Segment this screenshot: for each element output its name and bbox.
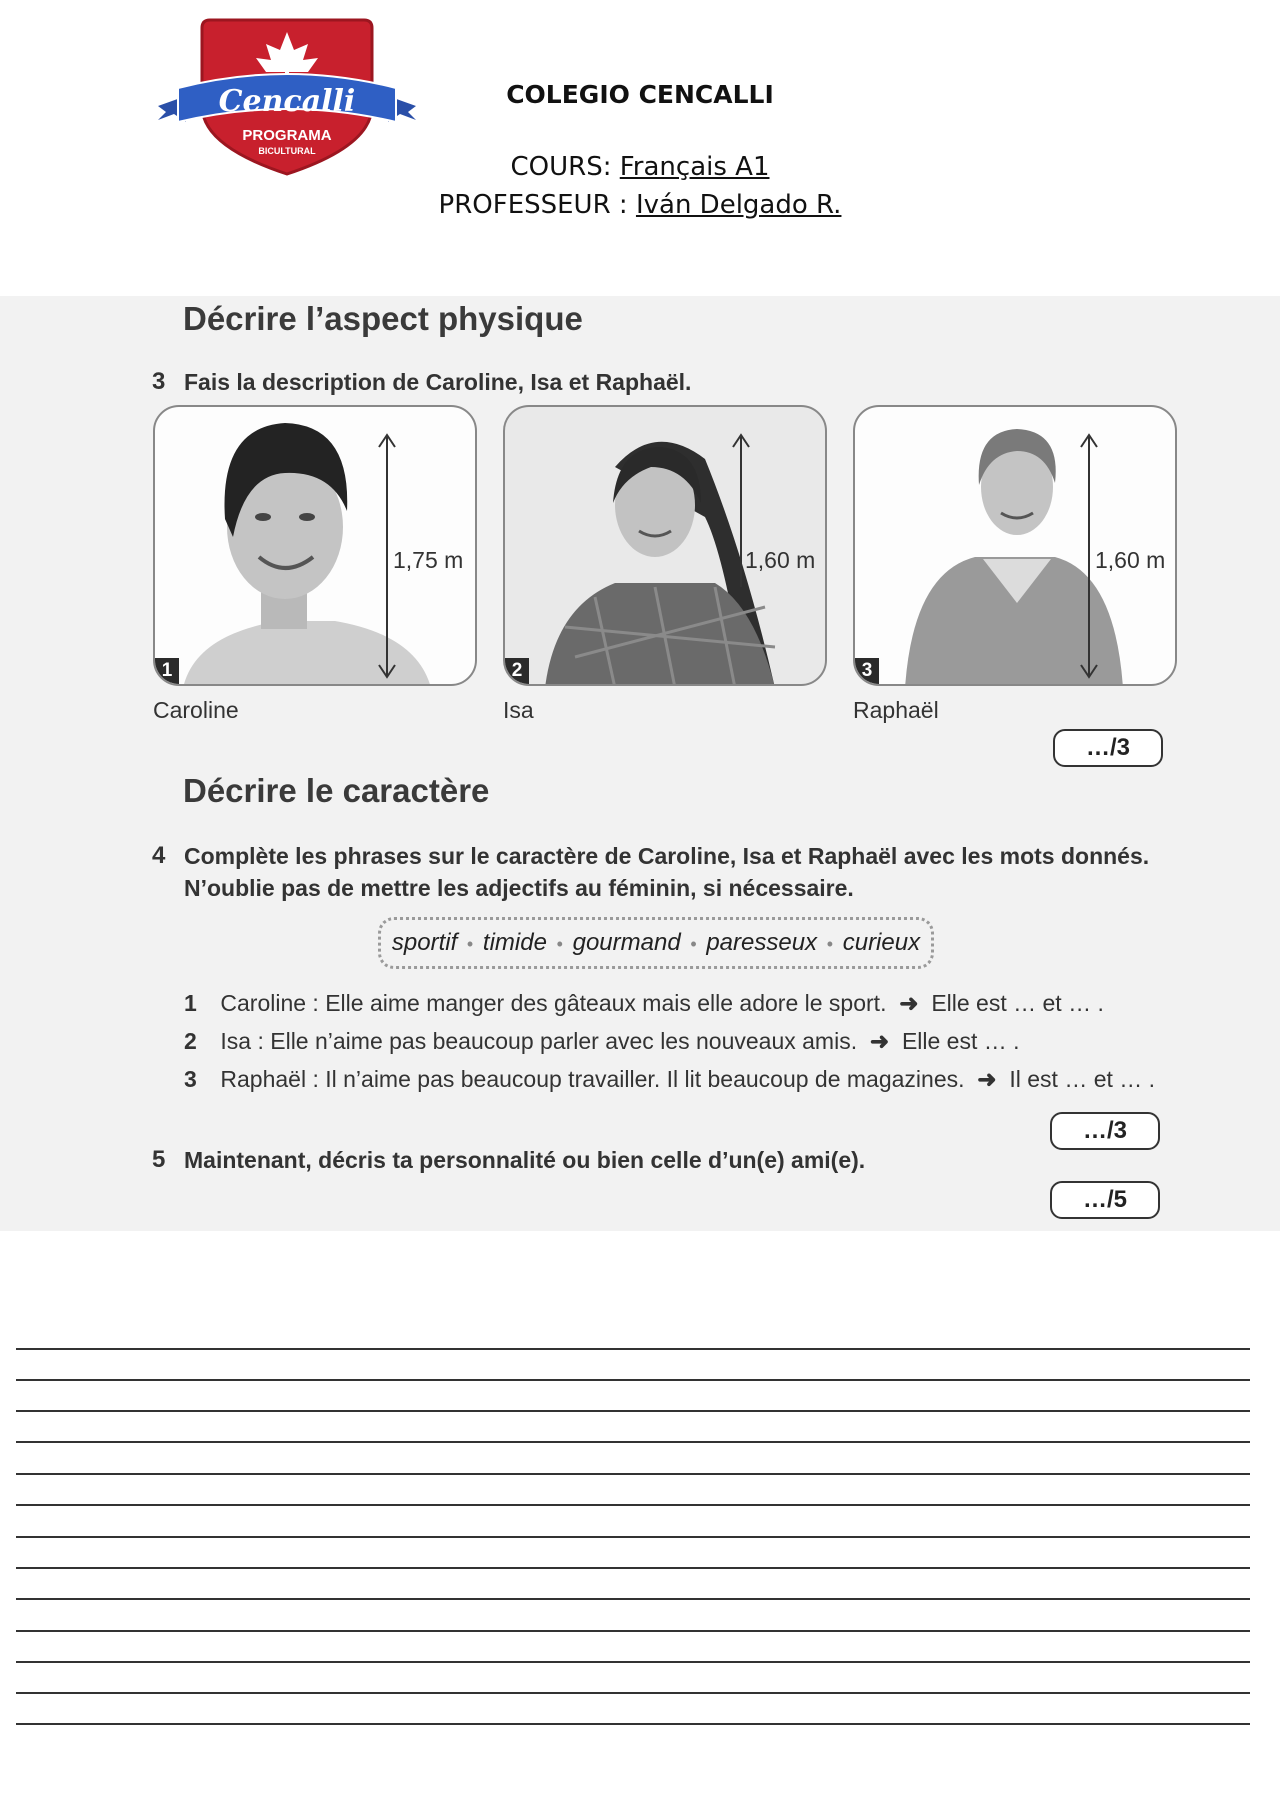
arrow-icon: ➜: [977, 1066, 997, 1092]
photo-card-isa: [503, 405, 827, 686]
exercise-item: [184, 1066, 1155, 1093]
teacher-line: [400, 190, 880, 220]
writing-line[interactable]: [16, 1630, 1250, 1632]
writing-line[interactable]: [16, 1536, 1250, 1538]
svg-text:PROGRAMA: PROGRAMA: [242, 127, 332, 144]
teacher-label: PROFESSEUR :: [438, 190, 628, 220]
score-box: …/5: [1050, 1181, 1160, 1219]
word: timide: [482, 929, 547, 956]
exercise-number: 5: [152, 1146, 166, 1173]
word-separator: •: [466, 934, 474, 954]
item-answer: Elle est … et … .: [931, 990, 1104, 1016]
item-text: Isa : Elle n’aime pas beaucoup parler avec les nouveaux amis.: [220, 1028, 858, 1054]
exercise-number: 4: [152, 842, 166, 869]
height-label: 1,60 m: [1095, 547, 1166, 573]
writing-line[interactable]: [16, 1661, 1250, 1663]
writing-line[interactable]: [16, 1348, 1250, 1350]
writing-line[interactable]: [16, 1692, 1250, 1694]
person-name: Caroline: [153, 697, 239, 723]
writing-line[interactable]: [16, 1473, 1250, 1475]
photo-card-caroline: [153, 405, 477, 686]
word: paresseux: [706, 929, 818, 956]
exercise-instruction: Maintenant, décris ta personnalité ou bien celle d’un(e) ami(e).: [184, 1147, 866, 1173]
item-answer: Elle est … .: [901, 1028, 1020, 1054]
height-label: 1,75 m: [393, 547, 464, 573]
writing-line[interactable]: [16, 1504, 1250, 1506]
arrow-icon: ➜: [869, 1028, 890, 1054]
photo-number-badge: 3: [855, 658, 879, 684]
person-name: Isa: [503, 697, 534, 723]
score-box: …/3: [1053, 729, 1163, 767]
word-separator: •: [826, 934, 834, 954]
section-title-physical: Décrire l’aspect physique: [183, 300, 583, 337]
word-bank: [378, 917, 934, 969]
photo-number-badge: 1: [155, 658, 179, 684]
item-text: Raphaël : Il n’aime pas beaucoup travailler. Il lit beaucoup de magazines.: [220, 1066, 965, 1092]
course-line: [400, 152, 880, 182]
section-title-character: Décrire le caractère: [183, 772, 490, 809]
word-separator: •: [556, 934, 563, 954]
item-answer: Il est … et … .: [1009, 1066, 1156, 1092]
item-number: 3: [184, 1066, 197, 1092]
arrow-icon: ➜: [899, 990, 919, 1016]
writing-line[interactable]: [16, 1598, 1250, 1600]
word: sportif: [391, 929, 458, 956]
writing-line[interactable]: [16, 1567, 1250, 1569]
exercise-instruction: Fais la description de Caroline, Isa et Raphaël.: [184, 369, 692, 395]
school-logo: [152, 18, 422, 178]
photo-number-badge: 2: [505, 658, 529, 684]
item-number: 2: [184, 1028, 197, 1054]
exercise-item: [184, 990, 1104, 1017]
person-name: Raphaël: [853, 697, 939, 723]
exercise-instruction: Complète les phrases sur le caractère de Caroline, Isa et Raphaël avec les mots donnés.: [184, 843, 1150, 869]
course-value: Français A1: [619, 152, 770, 182]
word: gourmand: [572, 929, 681, 956]
photo-card-raphael: [853, 405, 1177, 686]
word-separator: •: [690, 934, 697, 954]
course-label: COURS:: [510, 152, 612, 182]
teacher-value: Iván Delgado R.: [635, 190, 842, 220]
word: curieux: [842, 929, 921, 956]
score-box: …/3: [1050, 1112, 1160, 1150]
writing-line[interactable]: [16, 1441, 1250, 1443]
item-number: 1: [184, 990, 197, 1016]
item-text: Caroline : Elle aime manger des gâteaux mais elle adore le sport.: [220, 990, 887, 1016]
writing-line[interactable]: [16, 1723, 1250, 1725]
svg-text:BICULTURAL: BICULTURAL: [258, 146, 316, 156]
exercise-item: [184, 1028, 1020, 1055]
exercise-instruction-2: N’oublie pas de mettre les adjectifs au féminin, si nécessaire.: [184, 875, 854, 901]
exercise-number: 3: [152, 368, 166, 395]
writing-line[interactable]: [16, 1410, 1250, 1412]
school-name: COLEGIO CENCALLI: [506, 80, 774, 109]
writing-line[interactable]: [16, 1379, 1250, 1381]
svg-text:Cencalli: Cencalli: [218, 84, 356, 119]
height-label: 1,60 m: [745, 547, 816, 573]
